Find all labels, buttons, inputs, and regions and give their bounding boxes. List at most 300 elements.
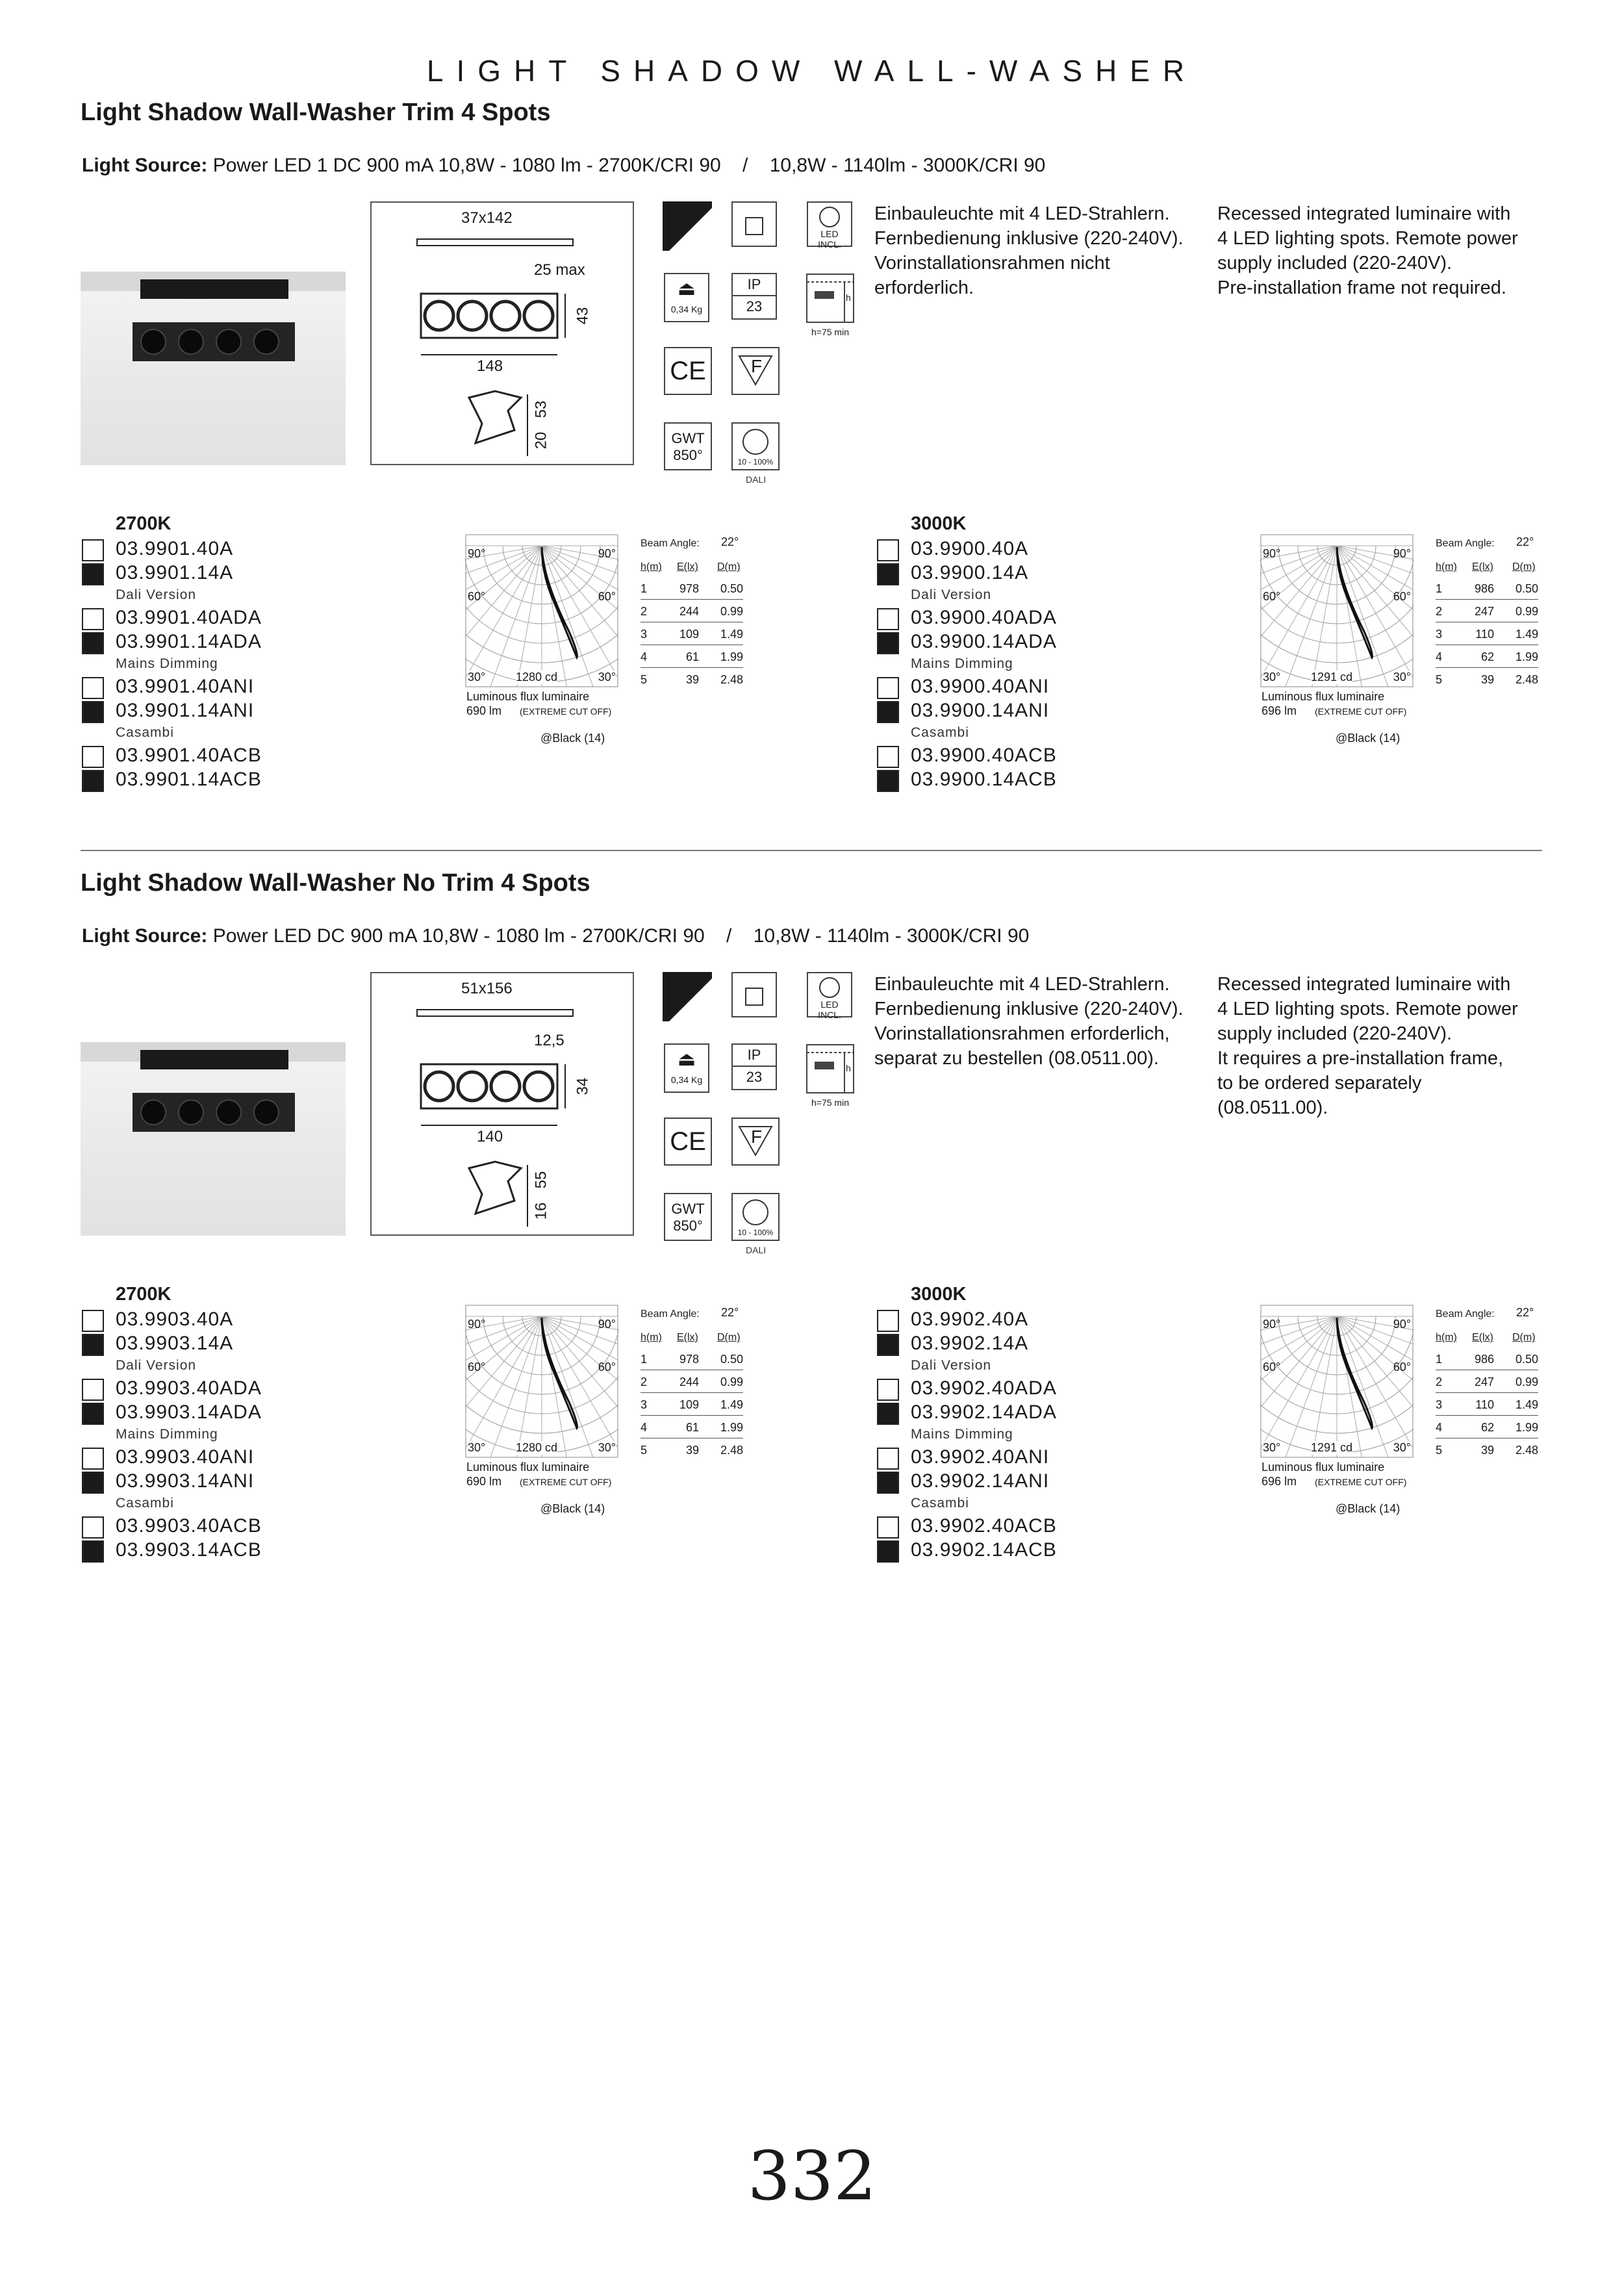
beam-table-cell: 247 [1474,605,1494,618]
spot-outline [425,1072,453,1101]
angle-30-left: 30° [468,671,486,683]
product-code: 03.9900.40ADA [911,607,1057,628]
ip-rating-icon [731,1043,777,1090]
variant-label: Casambi [911,1496,969,1511]
color-temperature: 2700K [116,513,171,534]
variant-label: Casambi [116,725,174,740]
beam-row-divider [1436,1392,1538,1393]
peak-intensity: 1291 cd [1311,671,1353,683]
angle-60-left: 60° [1263,1361,1281,1373]
dim-height: 34 [574,1077,592,1095]
beam-table-cell: 978 [679,582,699,595]
desc-en-line: Recessed integrated luminaire with [1217,203,1511,224]
dim-a: 53 [532,400,550,418]
certification-icons [661,201,851,487]
dim-b: 20 [532,431,550,450]
white-finish-swatch [877,608,899,630]
beam-table-cell: 1.49 [1515,628,1538,641]
beam-table-cell: 61 [685,650,699,663]
white-finish-swatch [82,1516,104,1539]
color-temperature: 3000K [911,513,967,534]
h-min-label: h=75 min [811,1097,849,1108]
product-code: 03.9901.14ACB [116,769,262,790]
f-mark-label: F [751,1127,763,1147]
black-finish-swatch [82,1540,104,1563]
beam-table-cell: 0.99 [1515,1375,1538,1388]
white-finish-swatch [82,539,104,561]
ordering-group [876,1284,1590,1583]
beam-angle-label: Beam Angle: [1436,538,1495,549]
product-code: 03.9901.14ANI [116,700,255,721]
angle-90-left: 90° [468,1318,486,1331]
product-code: 03.9900.14A [911,562,1029,583]
product-code: 03.9901.40ANI [116,676,255,697]
white-finish-swatch [877,1448,899,1470]
variant-label: Dali Version [911,1358,992,1373]
product-code: 03.9902.40A [911,1309,1029,1330]
angle-60-right: 60° [1393,590,1411,603]
desc-en-line: It requires a pre-installation frame, [1217,1048,1504,1069]
black-finish-swatch [82,632,104,654]
beam-row-divider [641,690,743,691]
peak-intensity: 1280 cd [516,671,558,683]
finish-label: @Black (14) [1336,732,1401,745]
luminaire-illustration [81,1042,346,1236]
spot-lens [179,1100,203,1125]
dali-label: DALI [746,474,767,485]
beam-table-header: E(lx) [677,1332,698,1343]
f-mark-icon [731,347,780,395]
beam-table-cell: 1.49 [720,1398,743,1411]
beam-table-header: h(m) [1436,561,1457,572]
white-finish-swatch [82,608,104,630]
dim-depth: 12,5 [534,1032,565,1049]
technical-drawing [370,972,634,1236]
beam-table-cell: 0.50 [1515,582,1538,595]
beam-row-divider [1436,667,1538,668]
beam-table-cell: 4 [641,650,648,663]
gwt-icon [664,1193,712,1241]
led-incl-icon [807,972,852,1020]
desc-en-line: Recessed integrated luminaire with [1217,974,1511,995]
desc-en-line: 4 LED lighting spots. Remote power [1217,999,1518,1019]
ip-value: 23 [746,298,763,314]
black-finish-swatch [82,1403,104,1425]
beam-table-cell: 2 [1436,1375,1443,1388]
spot-lens [216,329,241,354]
ce-icon: CE [664,347,712,395]
angle-30-right: 30° [598,1441,616,1454]
peak-intensity: 1291 cd [1311,1441,1353,1454]
beam-angle-label: Beam Angle: [1436,1309,1495,1320]
white-finish-swatch [82,1448,104,1470]
product-code: 03.9903.40ANI [116,1446,255,1468]
angle-90-left: 90° [1263,547,1281,560]
color-temperature: 3000K [911,1284,967,1305]
product-code: 03.9903.40ADA [116,1377,262,1399]
ip-value: 23 [746,1069,763,1085]
dim-range-label: 10 - 100% [737,457,774,466]
white-finish-swatch [82,1310,104,1332]
led-incl-label: LED INCL. [818,229,841,249]
product-code: 03.9902.40ACB [911,1515,1057,1537]
light-source [82,155,1045,177]
beam-row-divider [1436,599,1538,600]
gwt-label: GWT [671,430,705,446]
beam-table-cell: 39 [1480,673,1494,686]
beam-table-cell: 0.99 [1515,605,1538,618]
ip-label: IP [733,1045,776,1067]
drawing-svg [372,203,633,464]
gwt-icon [664,422,712,470]
ceiling-height-icon [806,273,855,344]
desc-de-line: Vorinstallationsrahmen nicht [874,253,1110,274]
black-finish-swatch [877,632,899,654]
angle-60-right: 60° [598,590,616,603]
variant-label: Mains Dimming [911,1427,1013,1442]
beam-table-cell: 4 [1436,650,1443,663]
section-divider [81,850,1542,851]
angle-30-left: 30° [1263,1441,1281,1454]
polar-diagram [465,534,618,687]
beam-table-cell: 5 [1436,673,1443,686]
gwt-temp: 850° [673,447,703,463]
black-finish-swatch [82,563,104,585]
beam-table-cell: 4 [1436,1421,1443,1434]
page-number: 332 [747,2136,877,2216]
drawing-svg [372,973,633,1234]
beam-table-cell: 0.50 [1515,1353,1538,1366]
beam-table-cell: 3 [641,1398,648,1411]
flux-label: Luminous flux luminaire [466,1461,590,1474]
dim-width: 140 [477,1128,503,1145]
spot-outline [491,1072,520,1101]
polar-diagram [1260,1305,1414,1458]
white-finish-swatch [877,1310,899,1332]
beam-table-header: h(m) [641,561,662,572]
angle-90-left: 90° [468,547,486,560]
variant-label: Dali Version [116,1358,197,1373]
beam-table-cell: 62 [1480,650,1494,663]
spot-lens [141,329,166,354]
desc-de-line: Fernbedienung inklusive (220-240V). [874,228,1184,249]
beam-table-cell: 5 [641,673,648,686]
black-finish-swatch [877,1472,899,1494]
white-finish-swatch [82,1379,104,1401]
product-code: 03.9900.40A [911,538,1029,559]
beam-angle-value: 22° [721,535,739,548]
white-finish-swatch [82,746,104,768]
beam-row-divider [641,1415,743,1416]
product-code: 03.9902.14ACB [911,1539,1057,1561]
product-code: 03.9903.14ANI [116,1470,255,1492]
description-de [874,201,1212,300]
product-code: 03.9901.14ADA [116,631,262,652]
color-temperature: 2700K [116,1284,171,1305]
beam-table-cell: 109 [679,1398,699,1411]
technical-drawing [370,201,634,465]
spot-lens [141,1100,166,1125]
section-view [469,391,521,443]
variant-label: Mains Dimming [116,1427,218,1442]
beam-table-cell: 1.99 [720,650,743,663]
trim-top [140,279,288,299]
dim-depth: 25 max [534,261,585,279]
ordering-group [876,513,1590,812]
product-code: 03.9901.14A [116,562,234,583]
beam-table-cell: 2 [641,605,648,618]
beam-table-cell: 1 [641,1353,648,1366]
angle-60-left: 60° [468,590,486,603]
beam-table-cell: 2.48 [720,1444,743,1457]
beam-table-cell: 5 [1436,1444,1443,1457]
beam-table-cell: 986 [1474,1353,1494,1366]
flux-label: Luminous flux luminaire [1262,690,1385,703]
luminaire-illustration [81,272,346,465]
product-code: 03.9903.40A [116,1309,234,1330]
peak-intensity: 1280 cd [516,1441,558,1454]
angle-30-right: 30° [1393,1441,1411,1454]
variant-label: Mains Dimming [911,656,1013,671]
beam-table-header: D(m) [1512,1332,1536,1343]
beam-table-cell: 39 [1480,1444,1494,1457]
black-finish-swatch [877,1540,899,1563]
beam-table-cell: 2.48 [720,673,743,686]
dim-width: 148 [477,357,503,375]
beam-table-cell: 4 [641,1421,648,1434]
flux-value: 690 lm [466,704,502,717]
polar-diagram [1260,534,1414,687]
white-finish-swatch [877,1379,899,1401]
led-incl-label: LED INCL. [818,999,841,1020]
ceiling-height-icon [806,1043,855,1115]
product-code: 03.9902.14A [911,1333,1029,1354]
desc-de-line: separat zu bestellen (08.0511.00). [874,1048,1159,1069]
product-code: 03.9903.14ACB [116,1539,262,1561]
beam-table-cell: 2.48 [1515,673,1538,686]
beam-table-cell: 1.49 [1515,1398,1538,1411]
dim-range-label: 10 - 100% [737,1228,774,1237]
beam-table-cell: 247 [1474,1375,1494,1388]
product-code: 03.9902.40ADA [911,1377,1057,1399]
black-finish-swatch [82,770,104,792]
product-code: 03.9901.40A [116,538,234,559]
beam-angle-value: 22° [1516,1306,1534,1319]
finish-label: @Black (14) [540,1502,605,1515]
beam-table-cell: 1 [1436,582,1443,595]
white-finish-swatch [877,677,899,699]
product-photo [81,272,346,465]
white-finish-swatch [877,539,899,561]
variant-label: Casambi [911,725,969,740]
polar-svg [465,534,618,687]
flux-label: Luminous flux luminaire [466,690,590,703]
angle-60-right: 60° [1393,1361,1411,1373]
product-code: 03.9902.14ANI [911,1470,1050,1492]
beam-table-header: E(lx) [1472,1332,1493,1343]
beam-table-cell: 0.50 [720,1353,743,1366]
dim-height: 43 [574,307,592,325]
beam-table-cell: 62 [1480,1421,1494,1434]
gwt-temp: 850° [673,1218,703,1234]
beam-table-cell: 1 [1436,1353,1443,1366]
beam-table-cell: 1.99 [1515,650,1538,663]
ip-label: IP [733,274,776,296]
section-title: Light Shadow Wall-Washer No Trim 4 Spots [81,869,590,897]
angle-90-right: 90° [598,547,616,560]
beam-table-cell: 109 [679,628,699,641]
light-source-label: Light Source: [82,925,208,947]
description-en [1217,201,1555,300]
black-finish-swatch [877,1334,899,1356]
gwt-label: GWT [671,1201,705,1217]
desc-de-line: erforderlich. [874,277,974,298]
beam-table-cell: 39 [685,1444,699,1457]
spot-outline [524,1072,553,1101]
ordering-group [81,1284,795,1583]
f-mark-icon [731,1118,780,1166]
angle-90-right: 90° [598,1318,616,1331]
beam-table-cell: 5 [641,1444,648,1457]
h-label: h [846,1063,851,1073]
beam-table-cell: 3 [1436,628,1443,641]
ce-icon: CE [664,1118,712,1166]
variant-label: Dali Version [911,587,992,602]
black-finish-swatch [82,701,104,723]
black-finish-swatch [877,701,899,723]
variant-label: Dali Version [116,587,197,602]
beam-table-cell: 1.99 [1515,1421,1538,1434]
beam-table-header: D(m) [717,1332,741,1343]
desc-en-line: (08.0511.00). [1217,1097,1328,1118]
ip-rating-icon [731,273,777,320]
spot-outline [524,301,553,330]
section-view [469,1162,521,1214]
weight-icon: ⏏ 0,34 Kg [664,273,709,322]
certification-icons [661,972,851,1258]
desc-en-line: to be ordered separately [1217,1073,1422,1093]
h-label: h [846,292,851,303]
product-code: 03.9902.40ANI [911,1446,1050,1468]
finish-label: @Black (14) [1336,1502,1401,1515]
beam-angle-label: Beam Angle: [641,1309,700,1320]
dimming-icon [731,422,780,470]
angle-30-right: 30° [598,671,616,683]
beam-table-cell: 1 [641,582,648,595]
light-source-label: Light Source: [82,155,208,176]
product-code: 03.9903.14ADA [116,1401,262,1423]
angle-90-right: 90° [1393,547,1411,560]
beam-table-cell: 3 [641,628,648,641]
beam-table-cell: 0.99 [720,1375,743,1388]
angle-60-left: 60° [468,1361,486,1373]
beam-row-divider [641,1392,743,1393]
desc-de-line: Einbauleuchte mit 4 LED-Strahlern. [874,974,1170,995]
black-finish-swatch [82,1472,104,1494]
beam-angle-label: Beam Angle: [641,538,700,549]
weight-icon: ⏏ 0,34 Kg [664,1043,709,1093]
beam-table-cell: 2.48 [1515,1444,1538,1457]
black-finish-swatch [877,563,899,585]
profile-top-view [417,239,573,246]
dali-label: DALI [746,1245,767,1255]
dimming-icon [731,1193,780,1241]
section-title: Light Shadow Wall-Washer Trim 4 Spots [81,99,551,126]
polar-diagram [465,1305,618,1458]
page-title: LIGHT SHADOW WALL-WASHER [426,54,1198,88]
product-code: 03.9900.14ADA [911,631,1057,652]
square-trim-icon [731,972,777,1017]
angle-90-left: 90° [1263,1318,1281,1331]
desc-en-line: supply included (220-240V). [1217,253,1453,274]
beam-table-header: D(m) [1512,561,1536,572]
flux-value: 696 lm [1262,704,1297,717]
beam-table-cell: 2 [1436,605,1443,618]
beam-table-cell: 986 [1474,582,1494,595]
beam-angle-value: 22° [1516,535,1534,548]
product-code: 03.9900.40ANI [911,676,1050,697]
variant-label: Mains Dimming [116,656,218,671]
light-source [82,925,1029,947]
ordering-group [81,513,795,812]
desc-de-line: Fernbedienung inklusive (220-240V). [874,999,1184,1019]
trim-top [140,1050,288,1069]
polar-svg [465,1305,618,1458]
beam-row-divider [1436,690,1538,691]
spot-outline [425,301,453,330]
desc-de-line: Vorinstallationsrahmen erforderlich, [874,1023,1170,1044]
weight-label: 0,34 Kg [670,304,703,314]
spot-outline [458,301,487,330]
finish-label: @Black (14) [540,732,605,745]
light-source-text: Power LED DC 900 mA 10,8W - 1080 lm - 2700K/CRI 90 / 10,8W - 1140lm - 3000K/CRI 90 [212,925,1030,947]
angle-60-right: 60° [598,1361,616,1373]
dim-b: 16 [532,1202,550,1220]
beam-table-cell: 110 [1475,1398,1494,1411]
beam-angle-value: 22° [721,1306,739,1319]
beam-table-cell: 244 [679,605,699,618]
flux-note: (EXTREME CUT OFF) [1315,706,1407,717]
beam-table-cell: 0.99 [720,605,743,618]
wall-washer-icon [663,201,712,251]
light-source-text: Power LED 1 DC 900 mA 10,8W - 1080 lm - 2700K/CRI 90 / 10,8W - 1140lm - 3000K/CRI 90 [212,155,1046,176]
spot-lens [254,1100,279,1125]
product-code: 03.9900.40ACB [911,745,1057,766]
desc-de-line: Einbauleuchte mit 4 LED-Strahlern. [874,203,1170,224]
product-photo [81,1042,346,1236]
beam-table-cell: 3 [1436,1398,1443,1411]
beam-table-cell: 1.99 [720,1421,743,1434]
product-code: 03.9903.40ACB [116,1515,262,1537]
dim-top: 37x142 [461,209,513,227]
description-en [1217,972,1555,1120]
black-finish-swatch [877,1403,899,1425]
wall-washer-icon [663,972,712,1021]
flux-value: 696 lm [1262,1475,1297,1488]
angle-60-left: 60° [1263,590,1281,603]
angle-30-left: 30° [1263,671,1281,683]
dim-a: 55 [532,1171,550,1189]
beam-table-cell: 244 [679,1375,699,1388]
beam-table-cell: 39 [685,673,699,686]
h-min-label: h=75 min [811,327,849,337]
angle-30-right: 30° [1393,671,1411,683]
flux-note: (EXTREME CUT OFF) [520,1477,612,1487]
product-code: 03.9901.40ACB [116,745,262,766]
beam-table-header: h(m) [641,1332,662,1343]
beam-table-header: E(lx) [1472,561,1493,572]
flux-value: 690 lm [466,1475,502,1488]
